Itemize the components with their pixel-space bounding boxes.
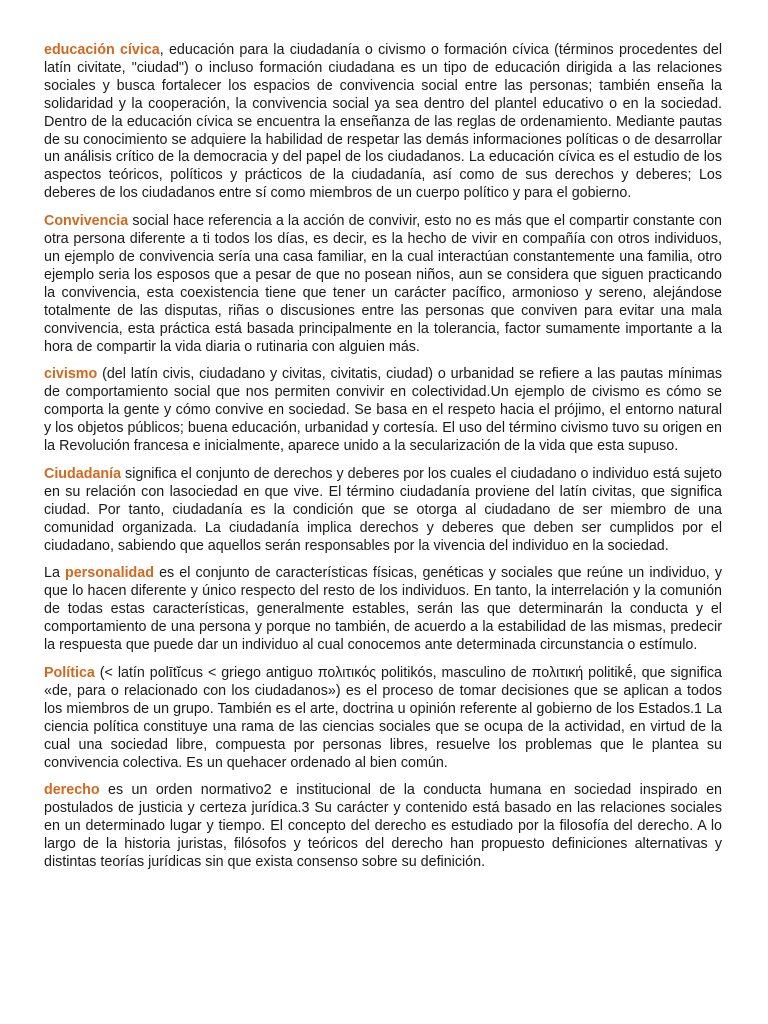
paragraph-ciudadania xyxy=(44,466,722,556)
paragraph-educacion-civica xyxy=(44,42,722,203)
term-derecho: derecho xyxy=(44,782,100,799)
term-politica: Política xyxy=(44,665,95,681)
term-civismo: civismo xyxy=(44,366,98,383)
paragraph-politica xyxy=(44,665,722,772)
paragraph-text: es un orden normativo2 e institucional de la conducta humana en sociedad inspirado en postulados de justicia y certeza jurídica.3 Su carácter y contenido está basado en las relaciones sociales en un determinado lugar y tiempo. El concepto del derecho es estudiado por la filosofía del derecho. A lo largo de la historia juristas, filósofos y teóricos del derecho han propuesto definiciones alternativas y distintas teorías jurídicas sin que exista consenso sobre su definición. xyxy=(44,782,722,871)
paragraph-text: significa el conjunto de derechos y deberes por los cuales el ciudadano o individuo está sujeto en su relación con lasociedad en que vive. El término ciudadanía proviene del latín civitas, que significa ciudad. Por tanto, ciudadanía es la condición que se otorga al ciudadano de ser miembro de una comunidad organizada. La ciudadanía implica derechos y deberes que deben ser cumplidos por el ciudadano, sabiendo que aquellos serán responsables por la vivencia del individuo en la sociedad. xyxy=(44,465,722,554)
paragraph-personalidad xyxy=(44,565,722,655)
paragraph-text: , educación para la ciudadanía o civismo o formación cívica (términos procedentes del latín civitate, "ciudad") o incluso formación ciudadana es un tipo de educación dirigida a las relaciones sociales y busca fortalecer los espacios de convivencia social entre las personas; también enseña la solidaridad y la cooperación, la convivencia social ya sea dentro del plantel educativo o en la sociedad. Dentro de la educación cívica se encuentra la enseñanza de las reglas de ordenamiento. Mediante pautas de su conocimiento se adquiere la habilidad de respetar las demás informaciones políticas o de desarrollar un análisis crítico de la democracia y del papel de los ciudadanos. La educación cívica es el estudio de los aspectos teóricos, políticos y prácticos de la ciudadanía, así como de sus derechos y deberes; Los deberes de los ciudadanos entre sí como miembros de un cuerpo político y para el gobierno. xyxy=(44,42,722,202)
term-ciudadania: Ciudadanía xyxy=(44,465,122,482)
term-personalidad: personalidad xyxy=(65,565,154,582)
paragraph-convivencia xyxy=(44,213,722,356)
paragraph-text: es el conjunto de características físicas, genéticas y sociales que reúne un individuo, y que lo hacen diferente y único respecto del resto de los individuos. En tanto, la interrelación y la comunión de todas estas características, generalmente estables, serán las que determinarán la conducta y el comportamiento de una persona y porque no también, de acuerdo a la estabilidad de las mismas, predecir la respuesta que puede dar un individuo al cual conocemos ante determinada circunstancia o estímulo. xyxy=(44,565,722,654)
paragraph-text: (< latín polītĭcus < griego antiguo πολιτικός politikós, masculino de πολιτική politikḗ, que significa «de, para o relacionado con los ciudadanos») es el proceso de tomar decisiones que se aplican a todos los miembros de un grupo. También es el arte, doctrina u opinión referente al gobierno de los Estados.1 La ciencia política constituye una rama de las ciencias sociales que se ocupa de la actividad, en virtud de la cual una sociedad libre, compuesta por personas libres, resuelve los problemas que le plantea su convivencia colectiva. Es un quehacer ordenado al bien común. xyxy=(44,665,722,771)
paragraph-text: (del latín civis, ciudadano y civitas, civitatis, ciudad) o urbanidad se refiere a las pautas mínimas de comportamiento social que nos permiten convivir en colectividad.Un ejemplo de civismo es cómo se comporta la gente y cómo convive en sociedad. Se basa en el respeto hacia el prójimo, el entorno natural y los objetos públicos; buena educación, urbanidad y cortesía. El uso del término civismo tuvo su origen en la Revolución francesa e inicialmente, aparece unido a la secularización de la vida que esta supuso. xyxy=(44,366,722,455)
term-educacion-civica: educación cívica xyxy=(44,42,160,58)
paragraph-text: social hace referencia a la acción de convivir, esto no es más que el compartir constante con otra persona diferente a ti todos los días, es decir, es la hecho de vivir en compañía con otros individuos, un ejemplo de convivencia sería una casa familiar, en la cual interactúan constantemente una familia, otro ejemplo seria los esposos que a pesar de que no posean niños, aun se considera que siguen practicando la convivencia, esta coexistencia tiene que tener un carácter pacífico, armonioso y sereno, alejándose totalmente de las disputas, riñas o discusiones entre las personas que conviven para evitar una mala convivencia, esta práctica está basada principalmente en la tolerancia, factor sumamente importante a la hora de compartir la vida diaria o rutinaria con alguien más. xyxy=(44,213,722,355)
paragraph-derecho xyxy=(44,782,722,872)
document-body xyxy=(44,42,722,882)
paragraph-prefix: La xyxy=(44,565,65,582)
term-convivencia: Convivencia xyxy=(44,213,129,230)
paragraph-civismo xyxy=(44,366,722,456)
